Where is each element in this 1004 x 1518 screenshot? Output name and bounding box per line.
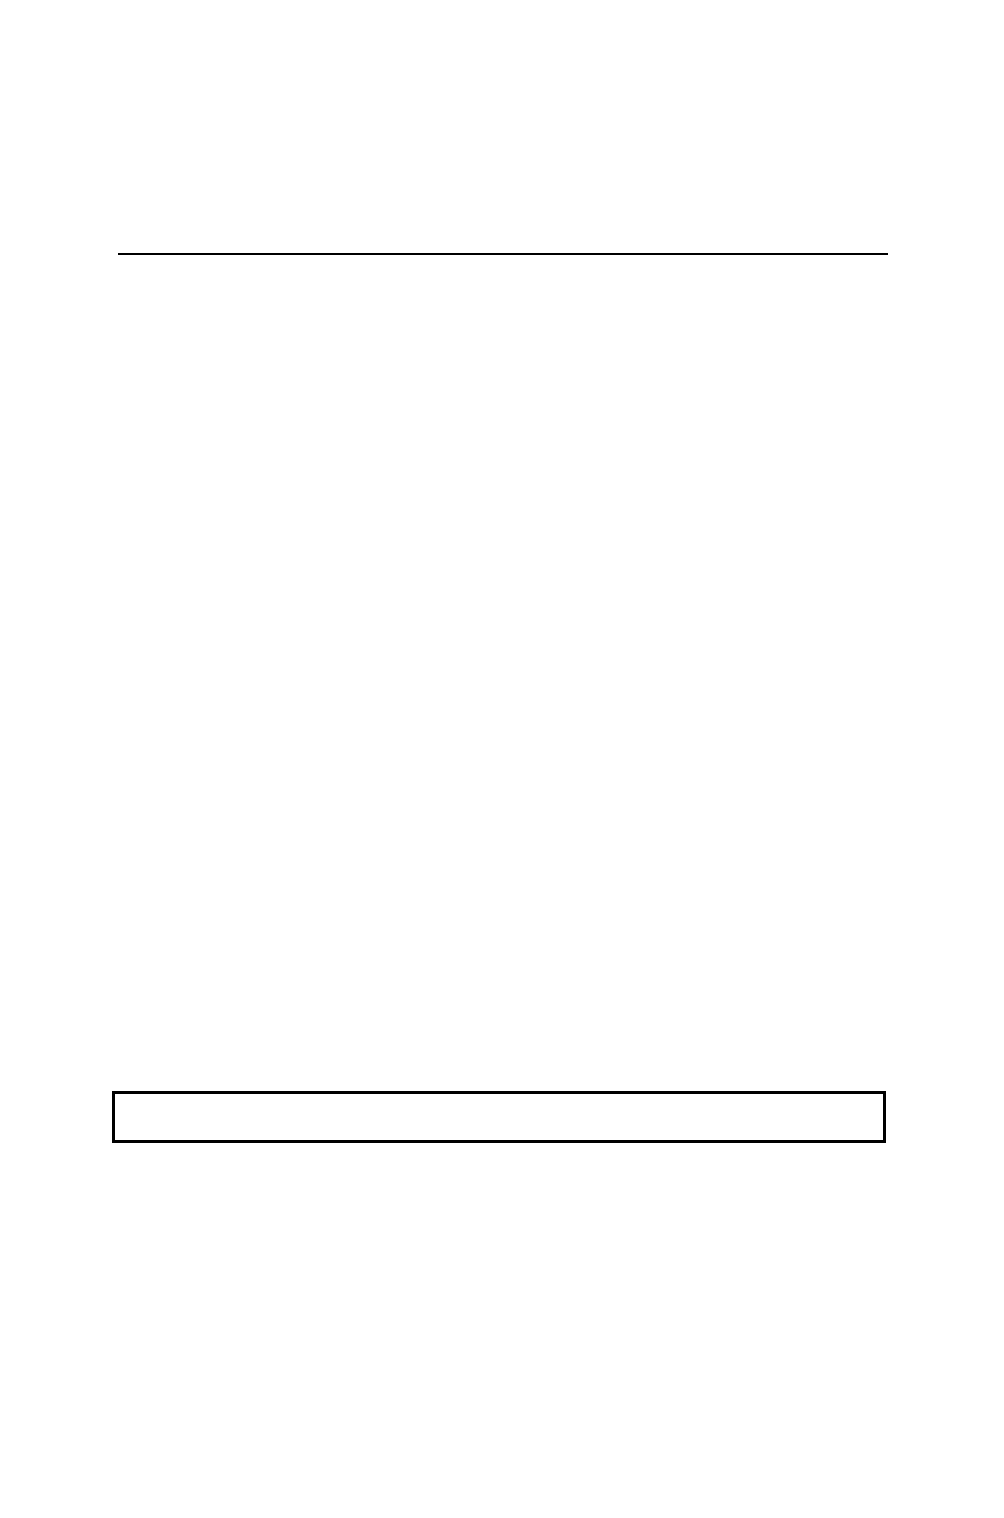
section-heading-box xyxy=(112,1091,886,1143)
decorative-border xyxy=(118,226,888,256)
